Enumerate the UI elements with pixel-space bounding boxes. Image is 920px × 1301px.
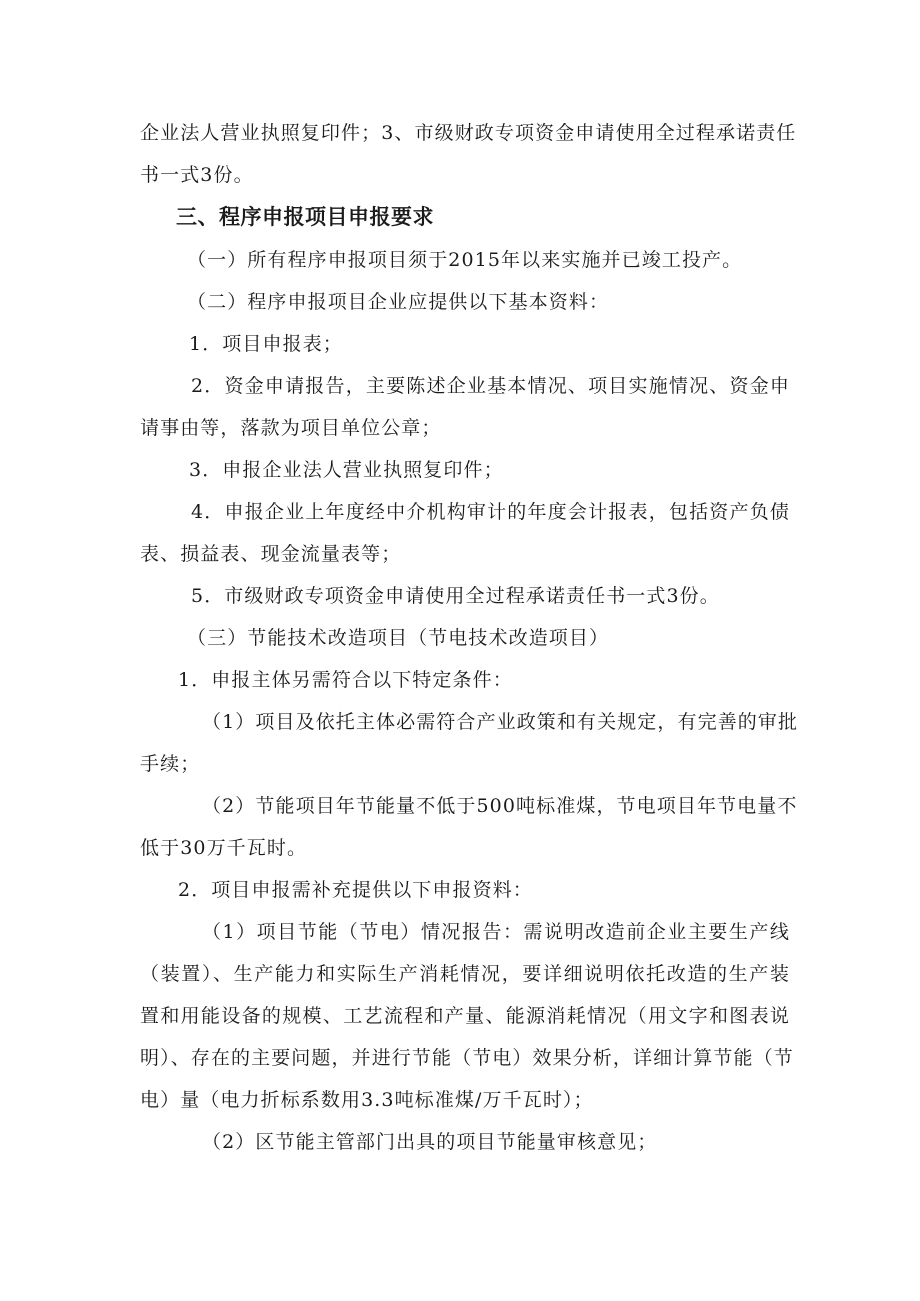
list-item: 2．项目申报需补充提供以下申报资料： (178, 879, 533, 901)
list-item: （1）项目及依托主体必需符合产业政策和有关规定，有完善的审批 (202, 711, 799, 733)
list-item: 4．申报企业上年度经中介机构审计的年度会计报表，包括资产负债 (191, 501, 790, 523)
list-item: 3．申报企业法人营业执照复印件； (189, 459, 504, 481)
subsection-heading: （三）节能技术改造项目（节电技术改造项目） (187, 627, 610, 649)
paragraph-line: 企业法人营业执照复印件；3、市级财政专项资金申请使用全过程承诺责任 (140, 122, 797, 144)
section-heading: 三、程序申报项目申报要求 (176, 205, 434, 229)
list-item: （2）节能项目年节能量不低于500吨标准煤，节电项目年节电量不 (202, 795, 798, 817)
paragraph-line: 表、损益表、现金流量表等； (140, 543, 402, 565)
list-item: 5．市级财政专项资金申请使用全过程承诺责任书一式3份。 (191, 585, 720, 607)
list-item: 1．申报主体另需符合以下特定条件： (178, 669, 513, 691)
paragraph-line: 手续； (140, 753, 201, 775)
paragraph-line: （二）程序申报项目企业应提供以下基本资料： (187, 291, 610, 313)
list-item: （1）项目节能（节电）情况报告：需说明改造前企业主要生产线 (202, 921, 790, 943)
list-item: 1．项目申报表； (189, 333, 343, 355)
paragraph-line: （装置）、生产能力和实际生产消耗情况，要详细说明依托改造的生产装 (140, 963, 790, 985)
paragraph-line: （一）所有程序申报项目须于2015年以来实施并已竣工投产。 (187, 249, 743, 271)
paragraph-line: 明）、存在的主要问题，并进行节能（节电）效果分析，详细计算节能（节 (140, 1047, 794, 1069)
paragraph-line: 电）量（电力折标系数用3.3吨标准煤/万千瓦时）； (140, 1089, 594, 1111)
paragraph-line: 书一式3份。 (140, 164, 254, 186)
paragraph-line: 置和用能设备的规模、工艺流程和产量、能源消耗情况（用文字和图表说 (140, 1005, 790, 1027)
list-item: 2．资金申请报告，主要陈述企业基本情况、项目实施情况、资金申 (191, 375, 790, 397)
paragraph-line: 请事由等，落款为项目单位公章； (140, 417, 442, 439)
paragraph-line: 低于30万千瓦时。 (140, 837, 308, 859)
list-item: （2）区节能主管部门出具的项目节能量审核意见； (202, 1131, 658, 1153)
